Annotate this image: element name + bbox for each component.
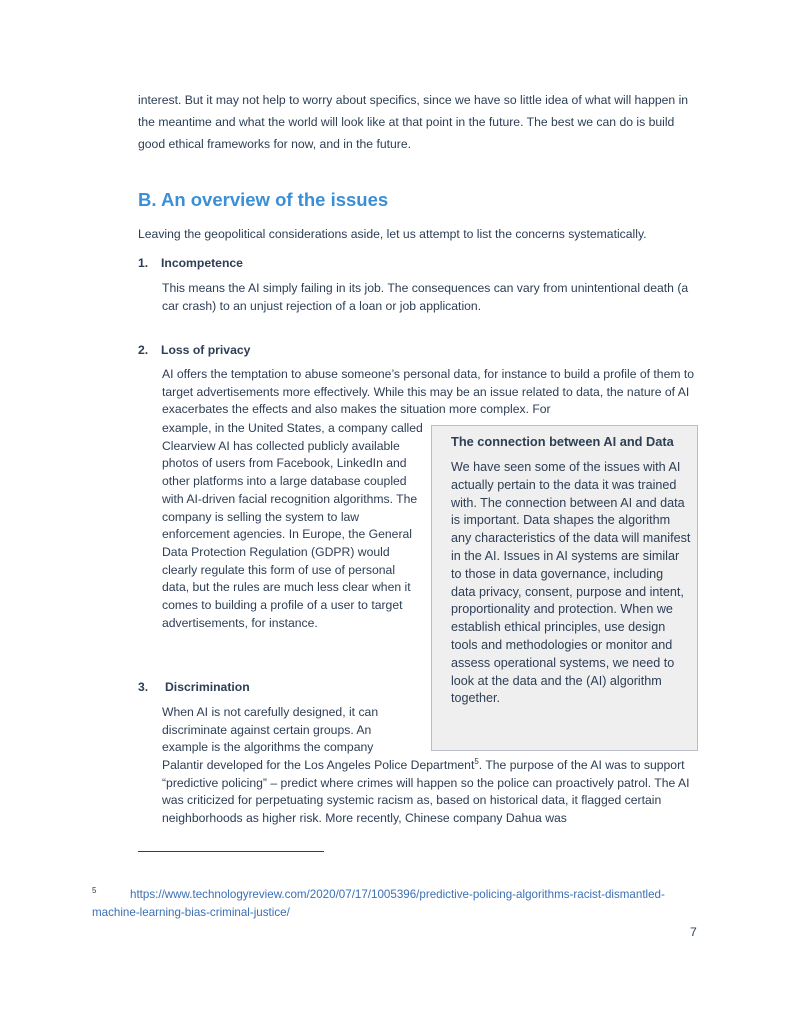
item-paragraph-discrimination-full: [162, 757, 698, 828]
item-number: 1.: [138, 256, 149, 270]
discrimination-text-after-ref: . The purpose of the AI was to support “predictive policing” – predict where crimes will happen so the police can proactively patrol. The AI was criticized for perpetuating systemic racism as, based on historical data, it flagged certain neighborhoods as higher risk. More recently, Chinese company Dahua was: [162, 758, 690, 826]
item-paragraph-discrimination-wrapped: When AI is not carefully designed, it can discriminate against certain groups. An example is the algorithms the company: [162, 705, 379, 755]
sidebar-title: The connection between AI and Data: [451, 434, 674, 449]
item-paragraph-incompetence: This means the AI simply failing in its job. The consequences can vary from unintentional death (a car crash) to an unjust rejection of a loan or job application.: [162, 281, 689, 313]
item-title: Incompetence: [161, 256, 243, 270]
section-lead-paragraph: Leaving the geopolitical considerations aside, let us attempt to list the concerns systematically.: [138, 227, 647, 241]
item-heading-discrimination: [138, 678, 250, 696]
footnote-reference[interactable]: 5: [474, 756, 479, 766]
footnote-number: 5: [92, 886, 97, 895]
section-heading: B. An overview of the issues: [138, 189, 389, 210]
item-heading-loss-of-privacy: [138, 341, 250, 359]
item-title: Discrimination: [165, 680, 250, 694]
sidebar-body: We have seen some of the issues with AI actually pertain to the data it was trained with. The connection between AI and data is important. Data shapes the algorithm any characteristics of the data will manifest in the AI. Issues in AI systems are similar to those in data governance, including data privacy, consent, purpose and intent, proportionality and protection. When we establish ethical principles, use design tools and methodologies or monitor and assess operational systems, we need to look at the data and the (AI) algorithm together.: [451, 460, 691, 706]
footnote-link[interactable]: https://www.technologyreview.com/2020/07/17/1005396/predictive-policing-algorithms-racist-dismantled-machine-learning-bias-criminal-justice/: [92, 888, 665, 919]
footnote: [92, 882, 682, 922]
footnote-divider: [138, 851, 324, 852]
sidebar-callout-box: [431, 425, 698, 751]
item-paragraph-privacy-wrapped: example, in the United States, a company called Clearview AI has collected publicly available photos of users from Facebook, LinkedIn and other platforms into a large database coupled with AI-driven facial recognition algorithms. The company is selling the system to law enforcement agencies. In Europe, the General Data Protection Regulation (GDPR) would clearly regulate this form of use of personal data, but the rules are much less clear when it comes to building a profile of a user to target advertisements, for instance.: [162, 421, 423, 630]
item-number: 3.: [138, 680, 149, 694]
intro-paragraph: interest. But it may not help to worry about specifics, since we have so little idea of what will happen in the meantime and what the world will look like at that point in the future. The best we can do is build good ethical frameworks for now, and in the future.: [138, 93, 689, 151]
item-number: 2.: [138, 343, 149, 357]
discrimination-text-before-ref: Palantir developed for the Los Angeles Police Department: [162, 758, 475, 772]
item-title: Loss of privacy: [161, 343, 251, 357]
item-paragraph-privacy-full: AI offers the temptation to abuse someone’s personal data, for instance to build a profile of them to target advertisements more effectively. While this may be an issue related to data, the nature of AI exacerbates the effects and also makes the situation more complex. For: [162, 367, 695, 417]
item-heading-incompetence: [138, 254, 243, 272]
page-number: 7: [690, 925, 697, 939]
